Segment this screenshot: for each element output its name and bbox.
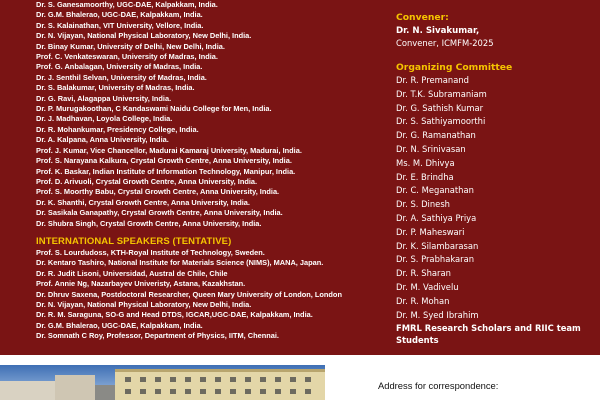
committee-member: Dr. G. Ramanathan [396,130,476,141]
committee-member: Dr. M. Vadivelu [396,281,459,292]
speaker-item: Dr. S. Ganesamoorthy, UGC-DAE, Kalpakkam, India. [36,0,218,9]
committee-member: Dr. K. Silambarasan [396,240,479,251]
speaker-item: Prof. S. Narayana Kalkura, Crystal Growth Centre, Anna University, India. [36,156,292,166]
speaker-item: Prof. S. Moorthy Babu, Crystal Growth Centre, Anna University, India. [36,187,280,197]
speaker-item: Dr. Kentaro Tashiro, National Institute for Materials Science (NIMS), MANA, Japan. [36,258,324,268]
speaker-item: Prof. C. Venkateswaran, University of Madras, India. [36,52,218,62]
committee-member: Dr. T.K. Subramaniam [396,88,487,99]
committee-member: Dr. P. Maheswari [396,226,465,237]
speaker-item: Dr. R. Judit Lisoni, Universidad, Austral de Chile, Chile [36,268,228,278]
speaker-item: Dr. G. Ravi, Alagappa University, India. [36,93,172,103]
speaker-item: Prof. S. Lourdudoss, KTH-Royal Institute of Technology, Sweden. [36,247,265,257]
speaker-item: Dr. A. Kalpana, Anna University, India. [36,135,169,145]
speaker-item: Dr. J. Madhavan, Loyola College, India. [36,114,173,124]
speaker-item: Prof. Annie Ng, Nazarbayev Univeristy, Astana, Kazakhstan. [36,279,246,289]
speaker-item: Dr. N. Vijayan, National Physical Laboratory, New Delhi, India. [36,31,252,41]
speaker-item: Dr. K. Shanthi, Crystal Growth Centre, Anna University, India. [36,197,250,207]
convener-name: Dr. N. Sivakumar, [396,26,480,36]
committee-member: Dr. R. Sharan [396,268,451,279]
national-speakers-list [36,0,378,229]
committee-footer: FMRL Research Scholars and RIIC team Students [396,323,581,346]
committee-member: Dr. R. Mohan [396,295,450,306]
speaker-item: Dr. N. Vijayan, National Physical Laboratory, New Delhi, India. [36,299,252,309]
committee-member: Dr. S. Prabhakaran [396,254,475,265]
committee-member: Dr. E. Brindha [396,171,454,182]
speaker-item: Dr. R. Mohankumar, Presidency College, India. [36,124,199,134]
speaker-item: Dr. Somnath C Roy, Professor, Department of Physics, IITM, Chennai. [36,331,279,341]
speaker-item: Dr. Binay Kumar, University of Delhi, New Delhi, India. [36,41,225,51]
committee-member: Dr. R. Premanand [396,75,469,85]
committee-member: Dr. N. Srinivasan [396,143,466,154]
speaker-item: Dr. P. Murugakoothan, C Kandaswami Naidu College for Men, India. [36,104,272,114]
speakers-column [36,0,378,342]
speaker-item: Dr. Dhruv Saxena, Postdoctoral Researcher, Queen Mary University of London, London [36,289,342,299]
committee-member: Dr. S. Dinesh [396,199,450,210]
organizing-committee [396,62,596,346]
speaker-item: Dr. G.M. Bhalerao, UGC-DAE, Kalpakkam, India. [36,10,203,20]
committee-member: Dr. S. Sathiyamoorthi [396,116,486,127]
speaker-item: Dr. G.M. Bhalerao, UGC-DAE, Kalpakkam, India. [36,320,203,330]
correspondence-address-label: Address for correspondence: [378,380,499,391]
committee-member: Dr. C. Meganathan [396,185,474,196]
committee-member: Dr. M. Syed Ibrahim [396,309,479,320]
committee-member: Dr. A. Sathiya Priya [396,212,477,223]
speaker-item: Prof. K. Baskar, Indian Institute of Information Technology, Manipur, India. [36,166,296,176]
committee-member: Ms. M. Dhivya [396,157,455,168]
campus-building-image [0,365,325,400]
convener-heading: Convener: [396,12,449,23]
speaker-item: Prof. J. Kumar, Vice Chancellor, Madurai Kamaraj University, Madurai, India. [36,145,302,155]
speaker-item: Dr. S. Kalainathan, VIT University, Vellore, India. [36,20,204,30]
committee-list [396,74,596,346]
speaker-item: Prof. D. Arivuoli, Crystal Growth Centre, Anna University, India. [36,176,258,186]
speaker-item: Prof. G. Anbalagan, University of Madras, India. [36,62,203,72]
speaker-item: Dr. Sasikala Ganapathy, Crystal Growth Centre, Anna University, India. [36,208,283,218]
committee-heading: Organizing Committee [396,62,513,73]
speaker-item: Dr. R. M. Saraguna, SO-G and Head DTDS, IGCAR,UGC-DAE, Kalpakkam, India. [36,310,313,320]
speaker-item: Dr. S. Balakumar, University of Madras, India. [36,83,195,93]
speaker-item: Dr. Shubra Singh, Crystal Growth Centre, Anna University, India. [36,218,262,228]
international-speakers-heading: INTERNATIONAL SPEAKERS (TENTATIVE) [36,235,232,247]
convener-role: Convener, ICMFM-2025 [396,38,494,48]
campus-building-photo [0,365,325,400]
committee-member: Dr. G. Sathish Kumar [396,102,484,113]
speaker-item: Dr. J. Senthil Selvan, University of Madras, India. [36,72,207,82]
international-speakers-list [36,248,378,342]
